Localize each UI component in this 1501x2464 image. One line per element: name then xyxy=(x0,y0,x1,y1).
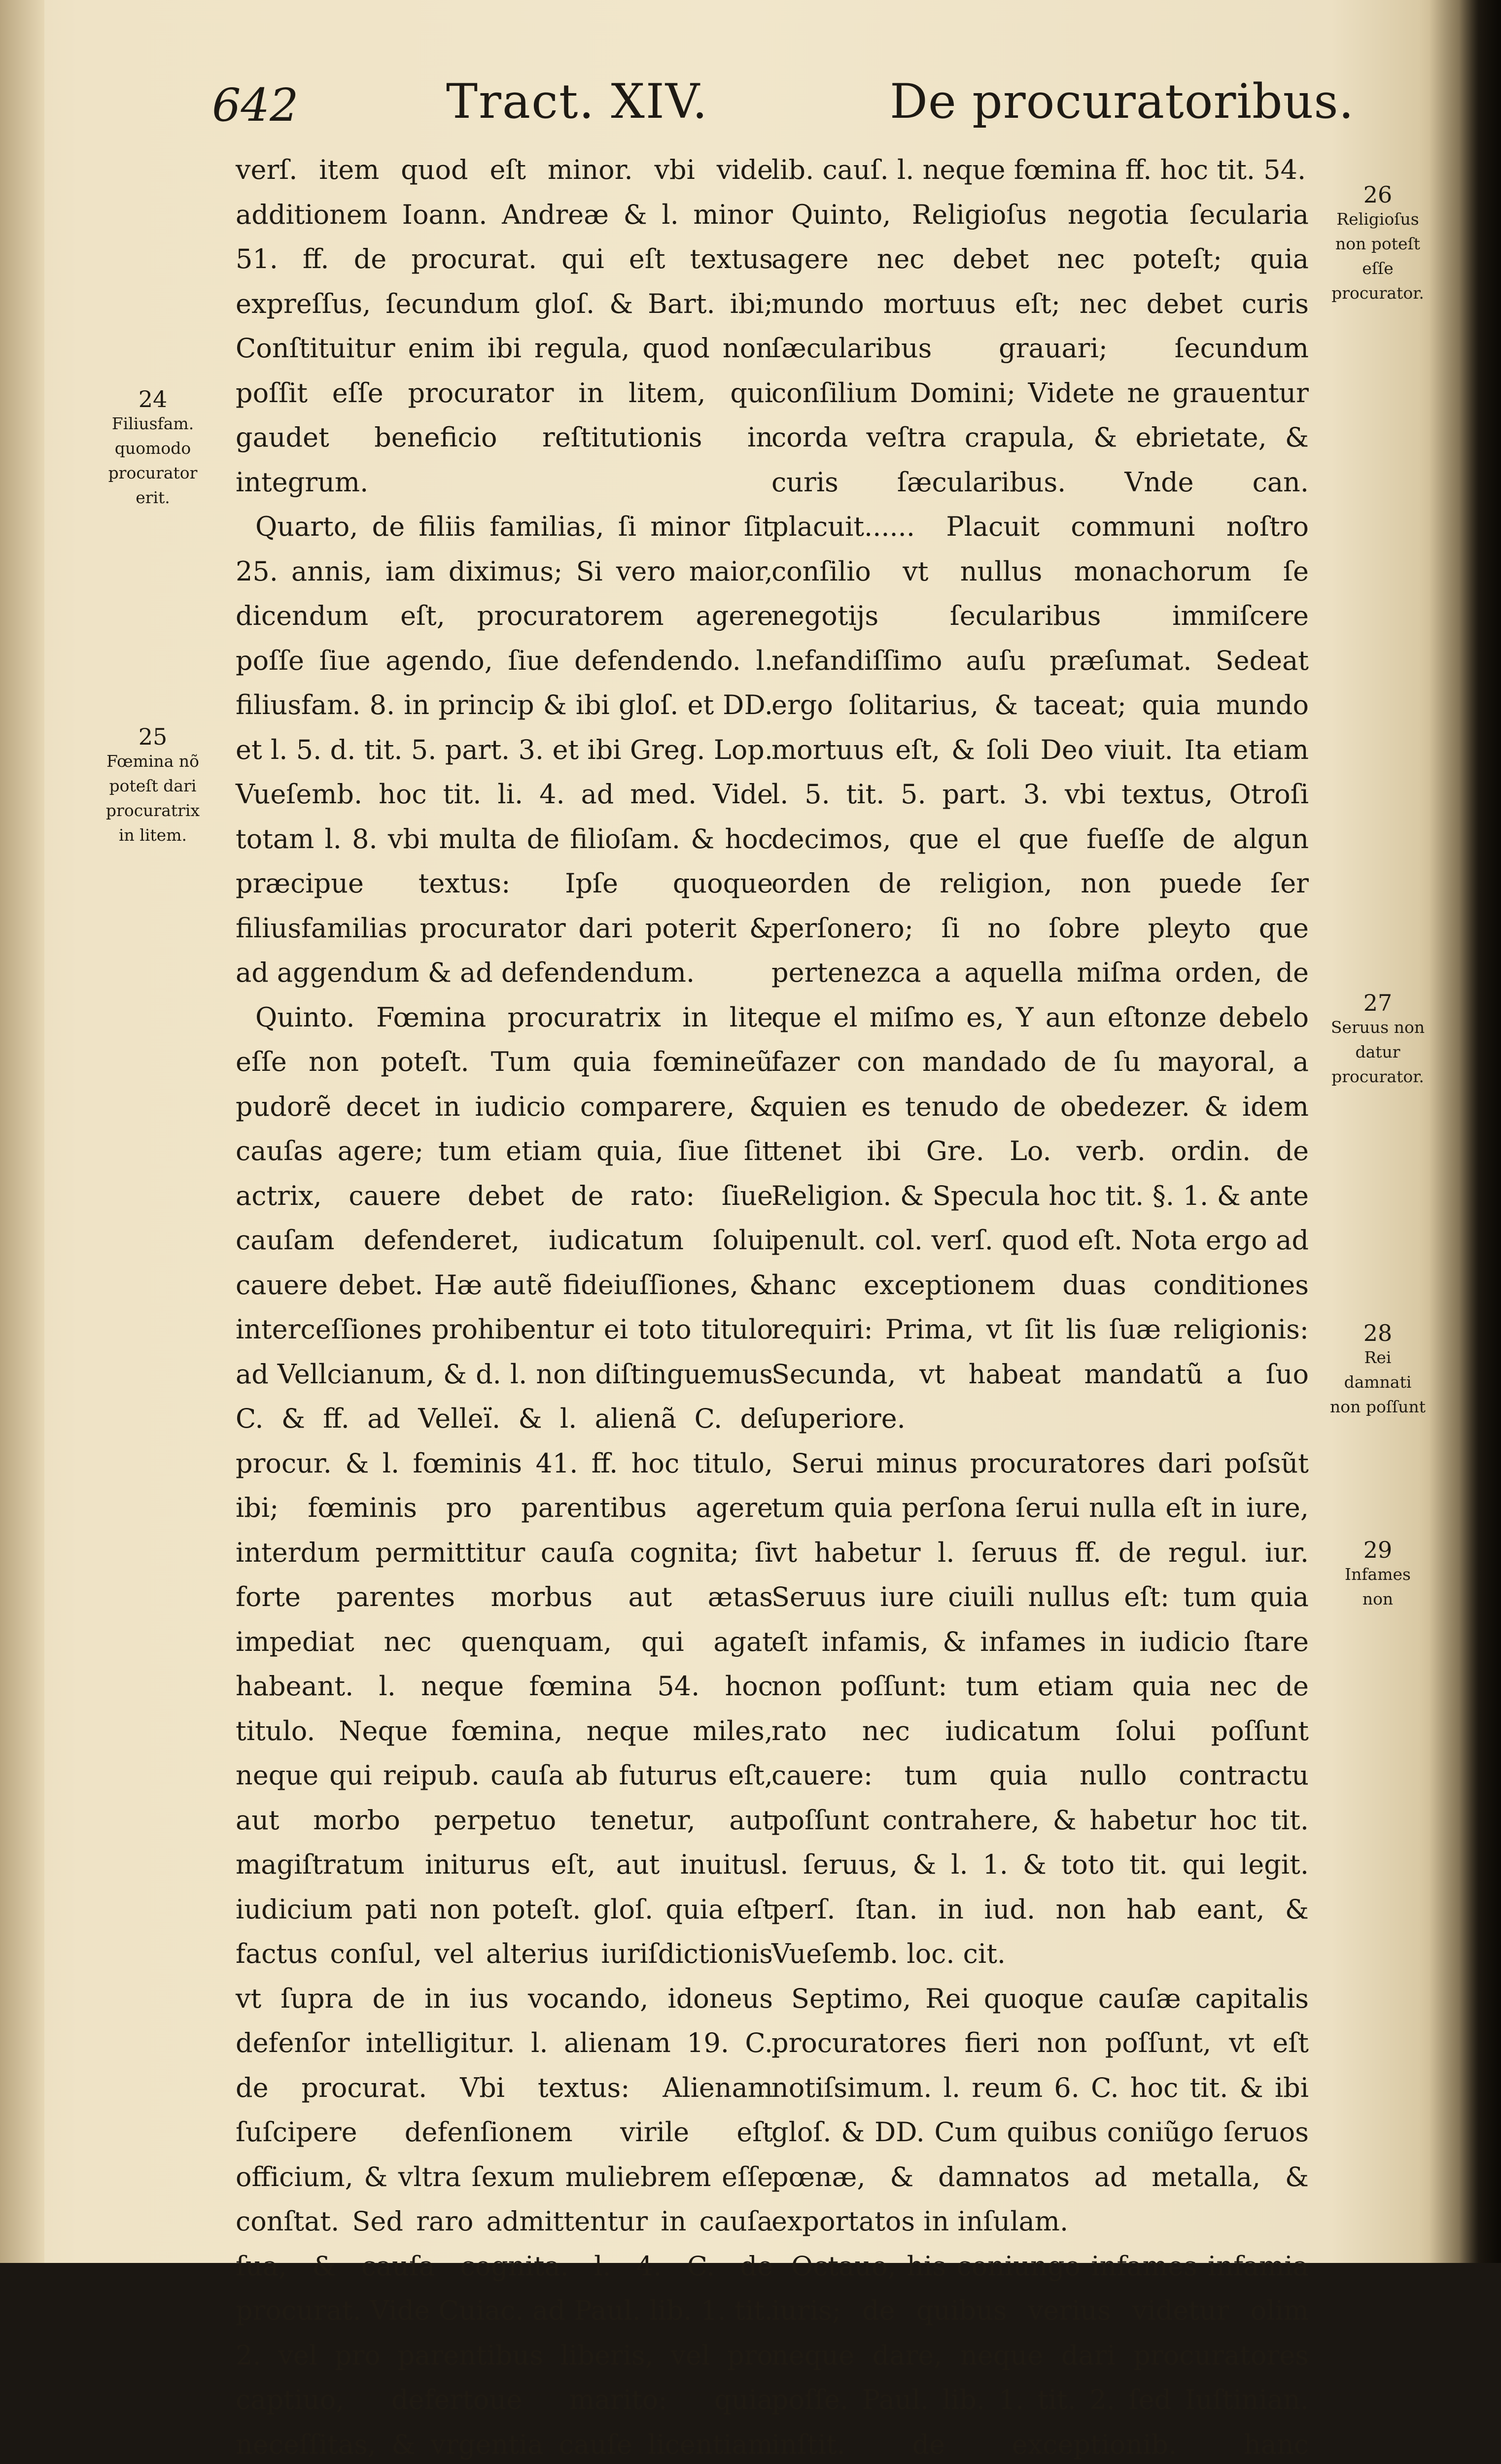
margin-note-number: 24 xyxy=(96,387,209,411)
margin-note-number: 29 xyxy=(1328,1538,1427,1562)
margin-note-29 xyxy=(1328,1538,1427,1611)
margin-note-number: 27 xyxy=(1328,991,1427,1015)
margin-note-28 xyxy=(1328,1321,1427,1419)
margin-note-text: Religioſus non poteſt eſſe procurator. xyxy=(1328,207,1427,306)
paragraph: Quinto, Religioſus negotia ſecularia agere nec debet nec poteſt; quia mundo mortuus eſt; nec debet curis ſæcularibus grauari; ſecundum conſilium Domini; Videte ne grauentur corda veſtra crapula, & ebrietate, & curis ſæcularibus. Vnde can. placuit...... Placuit communi noſtro conſilio vt nullus monachorum ſe negotijs ſecularibus immiſcere nefandiſſimo auſu præſumat. Sedeat ergo ſolitarius, & taceat; quia mundo mortuus eſt, & ſoli Deo viuit. Ita etiam l. 5. tit. 5. part. 3. vbi textus, Otroſi decimos, que el que fueſſe de algun orden de religion, non puede ſer perſonero; ſi no ſobre pleyto que pertenezca a aquella miſma orden, de que el miſmo es, Y aun eſtonze debelo fazer con mandado de ſu mayoral, a quien es tenudo de obedezer. & idem tenet ibi Gre. Lo. verb. ordin. de Religion. & Specula hoc tit. §. 1. & ante penult. col. verſ. quod eſt. Nota ergo ad hanc exceptionem duas conditiones requiri: Prima, vt ſit lis ſuæ religionis: Secunda, vt habeat mandatũ a ſuo ſuperiore. xyxy=(771,193,1309,1441)
margin-note-26 xyxy=(1328,182,1427,306)
paragraph: Quinto. Fœmina procuratrix in lite eſſe non poteſt. Tum quia fœmineũ pudorẽ decet in iudicio comparere, & cauſas agere; tum etiam quia, ſiue ſit actrix, cauere debet de rato: ſiue cauſam defenderet, iudicatum ſolui cauere debet. Hæ autẽ fideiuſſiones, & interceſſiones prohibentur ei toto titulo ad Vellcianum, & d. l. non diſtinguemus C. & ff. ad Velleï. & l. alienã C. de procur. & l. fœminis 41. ff. hoc titulo, ibi; fœminis pro parentibus agere interdum permittitur cauſa cognita; ſi forte parentes morbus aut ætas impediat nec quenquam, qui agat habeant. l. neque fœmina 54. hoc titulo. Neque fœmina, neque miles, neque qui reipub. cauſa ab futurus eſt, aut morbo perpetuo tenetur, aut magiſtratum initurus eſt, aut inuitus iudicium pati non poteſt. gloſ. quia eſt factus conſul, vel alterius iuriſdictionis vt ſupra de in ius vocando, idoneus defenſor intelligitur. l. alienam 19. C. de procurat. Vbi textus: Alienam ſuſcipere defenſionem virile eſt officium, & vltra ſexum muliebrem eſſe conſtat. Sed raro admittentur in cauſa ſua, & cauſa cognita. l. 4. C. de procurat. Vide Cuiac. ad Paul. lib. 1. tit. 2. vel pro parentibus liberis, vel pro captiuo, defertoue marito: quia neceſſitas, & vrgentia cauſe licentiam xyxy=(236,995,773,2464)
margin-note-25 xyxy=(96,724,209,848)
paragraph: Quarto, de filiis familias, ſi minor ſit 25. annis, iam diximus; Si vero maior, dicendum eſt, procuratorem agere poſſe ſiue agendo, ſiue defendendo. l. filiusfam. 8. in princip & ibi gloſ. et DD. et l. 5. d. tit. 5. part. 3. et ibi Greg. Lop. Vueſemb. hoc tit. li. 4. ad med. Vide totam l. 8. vbi multa de filioſam. & hoc præcipue textus: Ipſe quoque filiusfamilias procurator dari poterit & ad aggendum & ad defendendum. xyxy=(236,505,773,995)
binding-edge-shadow xyxy=(1430,0,1501,2263)
paragraph: lib. cauſ. l. neque fœmina ff. hoc tit. 54. xyxy=(771,148,1309,193)
paragraph: verſ. item quod eſt minor. vbi vide additionem Ioann. Andreæ & l. minor 51. ff. de procurat. qui eſt textus expreſſus, ſecundum gloſ. & Bart. ibi; Conſtituitur enim ibi regula, quod non poſſit eſſe procurator in litem, qui gaudet beneficio reſtitutionis in integrum. xyxy=(236,148,773,505)
margin-note-number: 25 xyxy=(96,724,209,749)
margin-note-24 xyxy=(96,387,209,510)
margin-note-number: 26 xyxy=(1328,182,1427,207)
margin-note-27 xyxy=(1328,991,1427,1089)
right-text-column xyxy=(771,148,1309,2464)
margin-note-text: Seruus non datur procurator. xyxy=(1328,1015,1427,1089)
running-header xyxy=(0,74,1501,148)
page-title: De procuratoribus. xyxy=(890,74,1354,129)
margin-note-number: 28 xyxy=(1328,1321,1427,1345)
section-heading: Tract. XIV. xyxy=(446,74,708,129)
margin-note-text: Filiusfam. quomodo procurator erit. xyxy=(96,411,209,510)
paragraph: Septimo, Rei quoque cauſæ capitalis procuratores fieri non poſſunt, vt eſt notiſsimum. l. reum 6. C. hoc tit. & ibi gloſ. & DD. Cum quibus coniũgo ſeruos pœnæ, & damnatos ad metalla, & exportatos in inſulam. xyxy=(771,1977,1309,2244)
margin-note-text: Infames non xyxy=(1328,1562,1427,1611)
paragraph: Octauo, his coniungo infames infamia iuris; de quibus verius videtur olim neque dare, neque dari procuratores poſſe. Paul. lib. 1. tit. 2. ſed Iuſtinian. inſtit. de exceptionib. hanc xyxy=(771,2244,1309,2464)
page-number: 642 xyxy=(212,79,299,132)
paragraph: Serui minus procuratores dari poſsũt tum quia perſona ſerui nulla eſt in iure, vt habetur l. ſeruus ff. de regul. iur. Seruus iure ciuili nullus eſt: tum quia eſt infamis, & infames in iudicio ſtare non poſſunt: tum etiam quia nec de rato nec iudicatum ſolui poſſunt cauere: tum quia nullo contractu poſſunt contrahere, & habetur hoc tit. l. ſeruus, & l. 1. & toto tit. qui legit. perſ. ſtan. in iud. non hab eant, & Vueſemb. loc. cit. xyxy=(771,1441,1309,1977)
left-text-column xyxy=(236,148,773,2464)
gutter-shadow xyxy=(0,0,44,2263)
margin-note-text: Rei damnati non poſſunt xyxy=(1328,1345,1427,1419)
margin-note-text: Fœmina nõ poteſt dari procuratrix in litem. xyxy=(96,749,209,848)
